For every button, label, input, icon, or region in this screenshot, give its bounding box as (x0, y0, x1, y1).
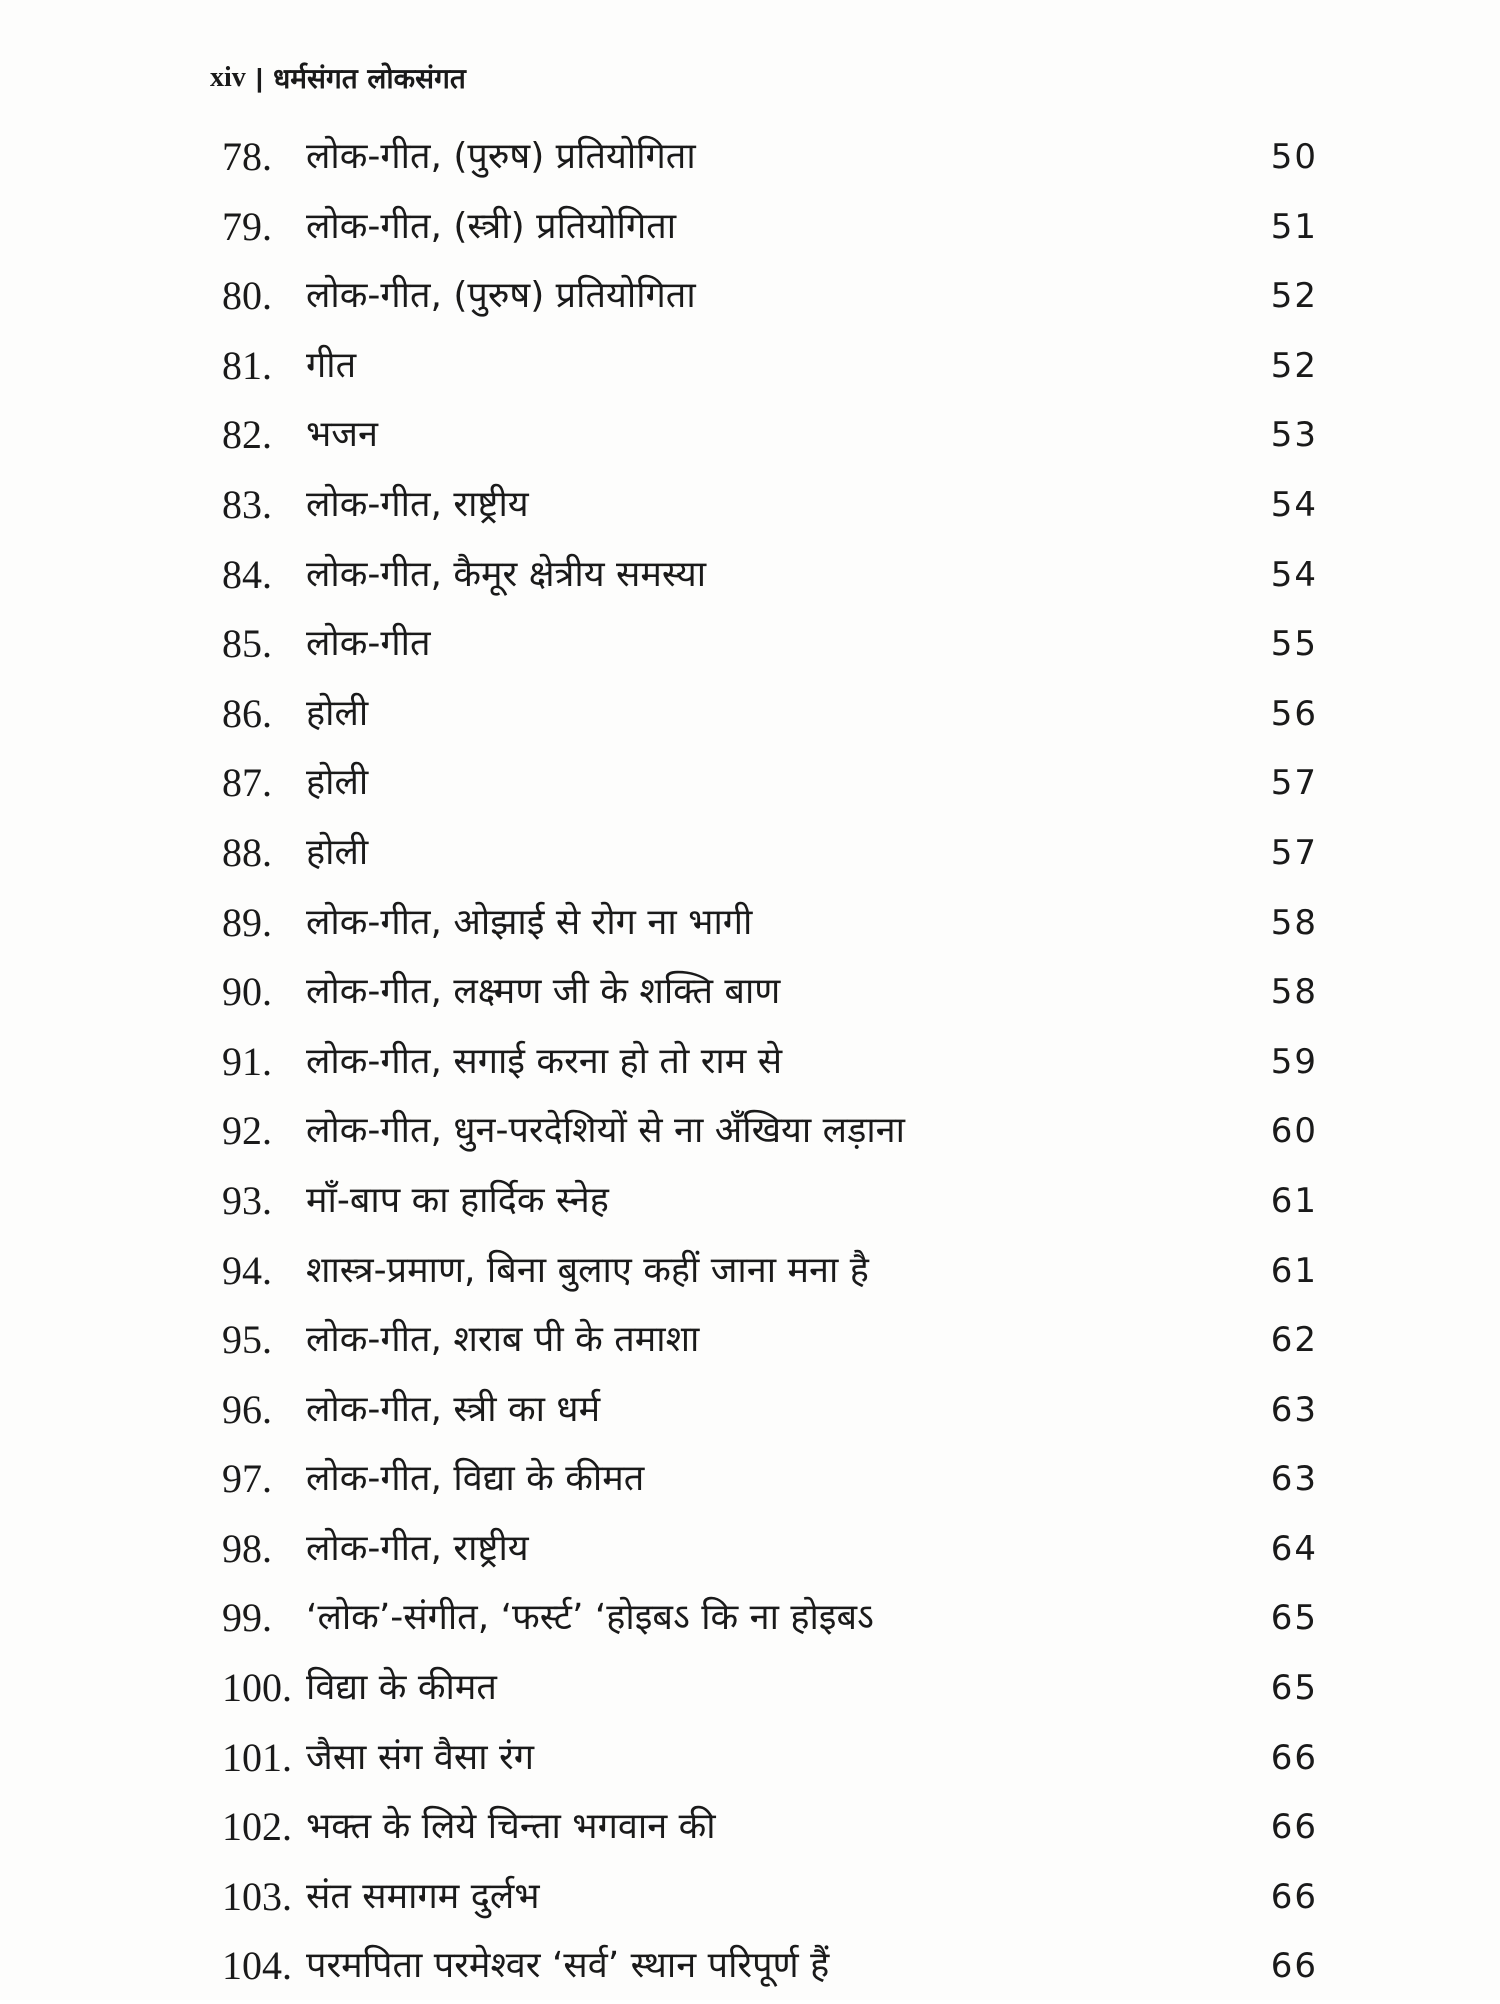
toc-entry-page-number: 56 (1270, 693, 1318, 734)
toc-entry-page-number: 55 (1270, 624, 1318, 665)
toc-entry-number: 90. (222, 969, 272, 1015)
toc-entry-title: लोक-गीत, (पुरुष) प्रतियोगिता (306, 275, 696, 317)
toc-entry-page-number: 66 (1270, 1737, 1318, 1778)
toc-entry (0, 195, 1500, 265)
toc-entry-page-number: 54 (1270, 484, 1318, 525)
toc-entry (0, 1726, 1500, 1796)
toc-entry (0, 1865, 1500, 1935)
toc-entry (0, 891, 1500, 961)
toc-entry-page-number: 62 (1270, 1320, 1318, 1361)
toc-entry-page-number: 58 (1270, 972, 1318, 1013)
toc-entry (0, 125, 1500, 195)
toc-entry-title: लोक-गीत, धुन-परदेशियों से ना अँखिया लड़ाना (306, 1110, 905, 1152)
toc-entry-page-number: 58 (1270, 902, 1318, 943)
toc-entry (0, 543, 1500, 613)
toc-entry-number: 79. (222, 203, 272, 249)
toc-entry-page-number: 66 (1270, 1946, 1318, 1987)
toc-entry (0, 1517, 1500, 1587)
toc-entry-number: 100. (222, 1665, 292, 1711)
toc-entry-number: 94. (222, 1247, 272, 1293)
toc-entry-page-number: 65 (1270, 1598, 1318, 1639)
toc-entry (0, 821, 1500, 891)
toc-entry-title: लोक-गीत, ओझाई से रोग ना भागी (306, 901, 753, 943)
toc-entry-page-number: 59 (1270, 1041, 1318, 1082)
toc-entry-title: लोक-गीत, विद्या के कीमत (306, 1458, 645, 1500)
toc-entry-title: लोक-गीत, लक्ष्मण जी के शक्ति बाण (306, 971, 781, 1013)
toc-entry-title: शास्त्र-प्रमाण, बिना बुलाए कहीं जाना मना है (306, 1249, 869, 1291)
toc-entry-title: लोक-गीत, (पुरुष) प्रतियोगिता (306, 136, 696, 177)
toc-entry-number: 80. (222, 273, 272, 319)
toc-entry (0, 1169, 1500, 1239)
toc-entry-number: 87. (222, 760, 272, 806)
toc-entry-title: लोक-गीत, राष्ट्रीय (306, 483, 529, 525)
toc-entry-title: ‘लोक’-संगीत, ‘फर्स्ट’ ‘होइबऽ कि ना होइबऽ (306, 1597, 874, 1639)
toc-entry-number: 82. (222, 412, 272, 458)
toc-entry-title: लोक-गीत (306, 623, 431, 665)
toc-entry (0, 612, 1500, 682)
toc-entry-number: 103. (222, 1873, 292, 1919)
page-folio: xiv (210, 62, 246, 93)
toc-entry-title: होली (306, 762, 369, 804)
toc-entry-page-number: 63 (1270, 1459, 1318, 1500)
toc-entry (0, 473, 1500, 543)
header-separator: | (255, 62, 264, 93)
toc-entry-page-number: 51 (1270, 206, 1318, 247)
toc-entry-number: 93. (222, 1177, 272, 1223)
toc-entry (0, 960, 1500, 1030)
toc-entry-page-number: 52 (1270, 276, 1318, 317)
toc-entry-page-number: 50 (1270, 137, 1318, 177)
toc-entry-page-number: 63 (1270, 1389, 1318, 1430)
toc-entry-number: 96. (222, 1386, 272, 1432)
toc-entry-title: माँ-बाप का हार्दिक स्नेह (306, 1179, 609, 1221)
toc-entry-title: परमपिता परमेश्वर ‘सर्व’ स्थान परिपूर्ण हैं (306, 1945, 830, 1987)
toc-entry (0, 1308, 1500, 1378)
toc-entry-number: 91. (222, 1038, 272, 1084)
toc-entry-title: लोक-गीत, (स्त्री) प्रतियोगिता (306, 205, 677, 247)
book-title: धर्मसंगत लोकसंगत (273, 62, 466, 95)
toc-entry-title: भजन (306, 414, 379, 456)
table-of-contents (0, 125, 1500, 2004)
toc-entry (0, 1378, 1500, 1448)
toc-entry-page-number: 61 (1270, 1250, 1318, 1291)
toc-entry-title: लोक-गीत, कैमूर क्षेत्रीय समस्या (306, 553, 707, 595)
toc-entry-title: विद्या के कीमत (306, 1667, 497, 1709)
toc-entry-number: 95. (222, 1317, 272, 1363)
toc-entry-page-number: 64 (1270, 1528, 1318, 1569)
toc-entry (0, 1656, 1500, 1726)
toc-entry-page-number: 66 (1270, 1807, 1318, 1848)
toc-entry (0, 334, 1500, 404)
toc-entry-page-number: 53 (1270, 415, 1318, 456)
toc-entry-title: लोक-गीत, शराब पी के तमाशा (306, 1319, 700, 1361)
toc-entry (0, 403, 1500, 473)
toc-entry-number: 104. (222, 1943, 292, 1989)
toc-entry-number: 86. (222, 690, 272, 736)
toc-entry-title: जैसा संग वैसा रंग (306, 1736, 534, 1778)
toc-entry-number: 98. (222, 1525, 272, 1571)
toc-entry (0, 264, 1500, 334)
toc-entry-number: 97. (222, 1456, 272, 1502)
toc-entry-page-number: 66 (1270, 1876, 1318, 1917)
toc-entry-page-number: 52 (1270, 345, 1318, 386)
toc-entry-number: 101. (222, 1734, 292, 1780)
toc-entry-number: 99. (222, 1595, 272, 1641)
toc-entry-page-number: 60 (1270, 1111, 1318, 1152)
toc-entry (0, 1795, 1500, 1865)
toc-entry-title: भक्त के लिये चिन्ता भगवान की (306, 1806, 716, 1848)
toc-entry-page-number: 54 (1270, 554, 1318, 595)
toc-entry-page-number: 61 (1270, 1180, 1318, 1221)
toc-entry-number: 83. (222, 481, 272, 527)
toc-entry (0, 751, 1500, 821)
toc-entry-page-number: 57 (1270, 832, 1318, 873)
toc-entry-number: 92. (222, 1108, 272, 1154)
toc-entry-number: 81. (222, 342, 272, 388)
toc-entry-page-number: 65 (1270, 1668, 1318, 1709)
toc-entry (0, 1447, 1500, 1517)
toc-entry-title: संत समागम दुर्लभ (306, 1875, 540, 1917)
toc-entry-number: 89. (222, 899, 272, 945)
toc-entry (0, 1099, 1500, 1169)
toc-entry (0, 1586, 1500, 1656)
toc-entry-title: लोक-गीत, सगाई करना हो तो राम से (306, 1040, 783, 1082)
toc-entry-number: 84. (222, 551, 272, 597)
toc-entry-number: 88. (222, 829, 272, 875)
toc-entry-title: गीत (306, 344, 357, 386)
toc-entry-title: होली (306, 692, 369, 734)
toc-entry (0, 1030, 1500, 1100)
toc-entry-number: 78. (222, 134, 272, 179)
toc-entry-number: 85. (222, 621, 272, 667)
toc-entry (0, 1934, 1500, 2004)
running-header (210, 58, 466, 98)
toc-entry (0, 1239, 1500, 1309)
toc-entry-title: लोक-गीत, स्त्री का धर्म (306, 1388, 601, 1430)
toc-entry-title: होली (306, 831, 369, 873)
toc-entry-number: 102. (222, 1804, 292, 1850)
toc-entry (0, 682, 1500, 752)
toc-entry-title: लोक-गीत, राष्ट्रीय (306, 1527, 529, 1569)
toc-entry-page-number: 57 (1270, 763, 1318, 804)
